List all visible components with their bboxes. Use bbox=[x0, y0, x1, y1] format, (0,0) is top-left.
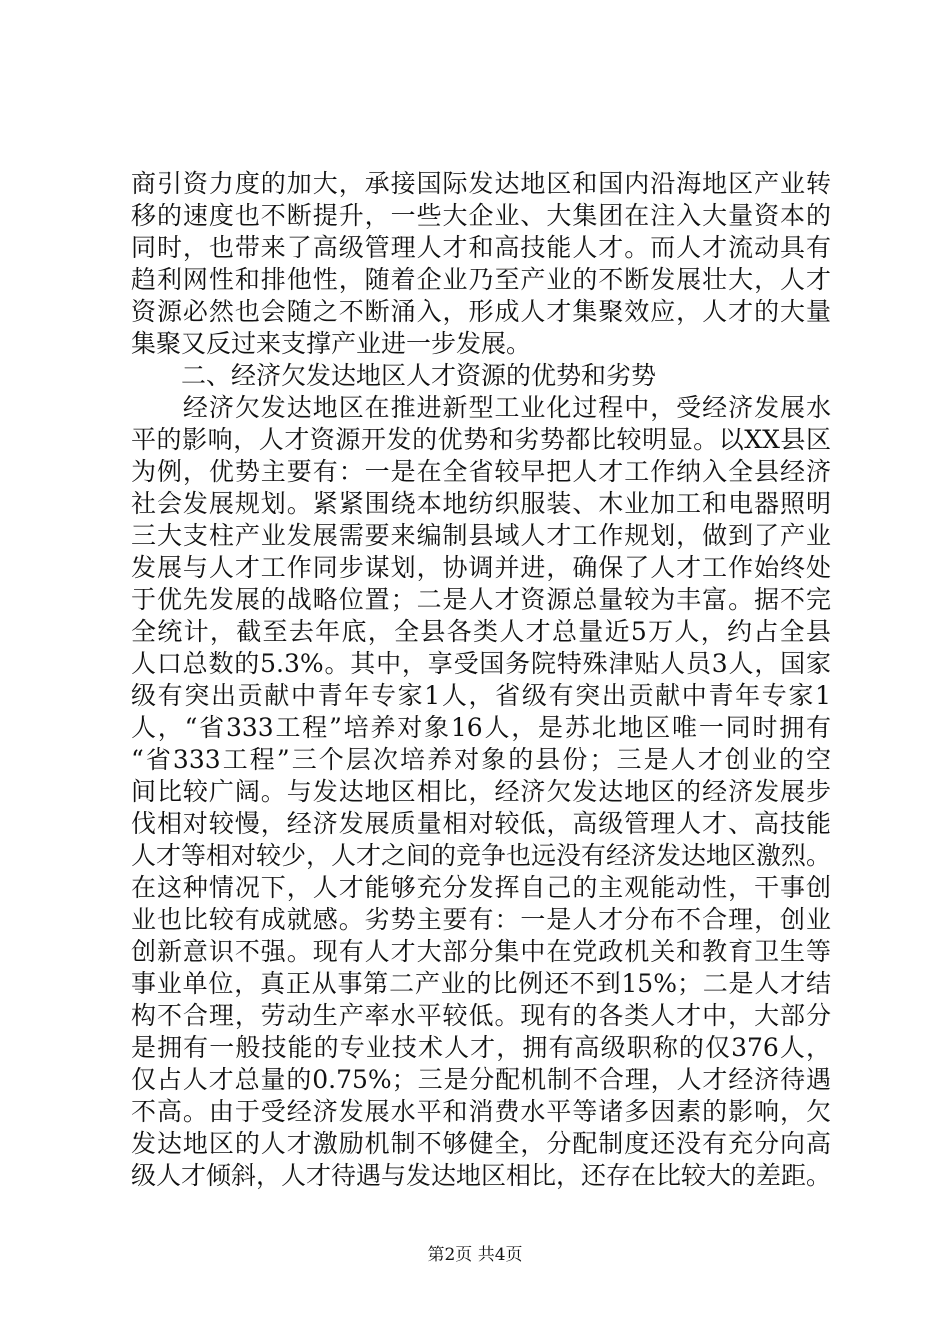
text-line: 为例，优势主要有：一是在全省较早把人才工作纳入全县经济 bbox=[131, 457, 831, 486]
text-line: 人，“省333工程”培养对象16人，是苏北地区唯一同时拥有 bbox=[131, 713, 831, 742]
text-line: 级有突出贡献中青年专家1人，省级有突出贡献中青年专家1 bbox=[131, 681, 831, 710]
text-line: 事业单位，真正从事第二产业的比例还不到15%；二是人才结 bbox=[131, 969, 831, 998]
page-footer: 第2页 共4页 bbox=[427, 1245, 523, 1265]
text-line: 发展与人才工作同步谋划，协调并进，确保了人才工作始终处 bbox=[131, 553, 831, 582]
text-line: 构不合理，劳动生产率水平较低。现有的各类人才中，大部分 bbox=[131, 1001, 831, 1030]
text-line: 二、经济欠发达地区人才资源的优势和劣势 bbox=[131, 361, 657, 390]
text-line: 集聚又反过来支撑产业进一步发展。 bbox=[131, 329, 532, 358]
text-line: 同时，也带来了高级管理人才和高技能人才。而人才流动具有 bbox=[131, 233, 831, 262]
text-line: 资源必然也会随之不断涌入，形成人才集聚效应，人才的大量 bbox=[131, 297, 831, 326]
text-line: 移的速度也不断提升，一些大企业、大集团在注入大量资本的 bbox=[131, 201, 831, 230]
body-text bbox=[131, 168, 831, 1192]
text-line: 不高。由于受经济发展水平和消费水平等诸多因素的影响，欠 bbox=[131, 1097, 831, 1126]
text-line: 级人才倾斜，人才待遇与发达地区相比，还存在比较大的差距。 bbox=[131, 1161, 832, 1190]
text-line: 商引资力度的加大，承接国际发达地区和国内沿海地区产业转 bbox=[131, 169, 831, 198]
text-line: 全统计，截至去年底，全县各类人才总量近5万人，约占全县 bbox=[131, 617, 831, 646]
text-line: 趋利网性和排他性，随着企业乃至产业的不断发展壮大，人才 bbox=[131, 265, 831, 294]
text-line: “省333工程”三个层次培养对象的县份；三是人才创业的空 bbox=[131, 745, 831, 774]
text-line: 仅占人才总量的0.75%；三是分配机制不合理，人才经济待遇 bbox=[131, 1065, 831, 1094]
text-line: 于优先发展的战略位置；二是人才资源总量较为丰富。据不完 bbox=[131, 585, 831, 614]
text-line: 发达地区的人才激励机制不够健全，分配制度还没有充分向高 bbox=[131, 1129, 831, 1158]
text-line: 伐相对较慢，经济发展质量相对较低，高级管理人才、高技能 bbox=[131, 809, 831, 838]
text-line: 平的影响，人才资源开发的优势和劣势都比较明显。以XX县区 bbox=[131, 425, 831, 454]
text-line: 间比较广阔。与发达地区相比，经济欠发达地区的经济发展步 bbox=[131, 777, 831, 806]
text-line: 三大支柱产业发展需要来编制县域人才工作规划，做到了产业 bbox=[131, 521, 831, 550]
text-line: 社会发展规划。紧紧围绕本地纺织服装、木业加工和电器照明 bbox=[131, 489, 831, 518]
text-line: 经济欠发达地区在推进新型工业化过程中，受经济发展水 bbox=[131, 393, 831, 422]
text-line: 业也比较有成就感。劣势主要有：一是人才分布不合理，创业 bbox=[131, 905, 831, 934]
text-line: 人口总数的5.3%。其中，享受国务院特殊津贴人员3人，国家 bbox=[131, 649, 831, 678]
text-line: 创新意识不强。现有人才大部分集中在党政机关和教育卫生等 bbox=[131, 937, 831, 966]
text-line: 在这种情况下，人才能够充分发挥自己的主观能动性，干事创 bbox=[131, 873, 831, 902]
text-line: 人才等相对较少，人才之间的竞争也远没有经济发达地区激烈。 bbox=[131, 841, 832, 870]
text-line: 是拥有一般技能的专业技术人才，拥有高级职称的仅376人， bbox=[131, 1033, 831, 1062]
